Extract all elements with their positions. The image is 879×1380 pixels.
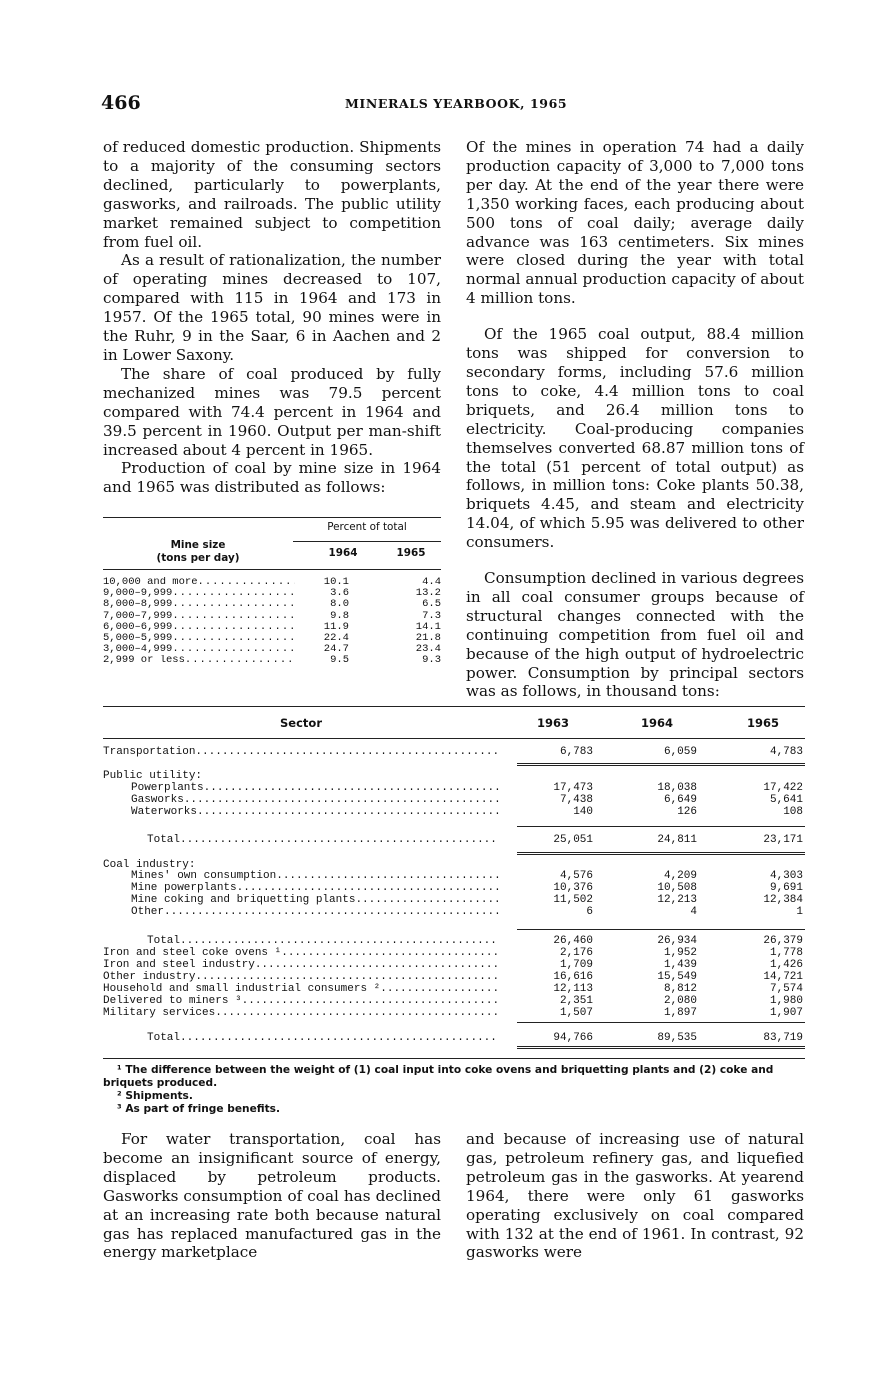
sector-label: Household and small industrial consumers ² ..... (103, 983, 499, 995)
value-1963: 26,460 (553, 935, 593, 947)
percent-1964: 11.9 (323, 620, 349, 633)
value-1964: 4 (690, 906, 697, 918)
footnote: ³ As part of fringe benefits. (117, 1103, 281, 1115)
stub-line: Mine size (170, 539, 226, 551)
value-1964: 15,549 (657, 971, 697, 983)
percent-1964: 9.8 (330, 609, 349, 622)
value-1964: 1,952 (663, 947, 697, 959)
left-column-bottom (103, 1130, 441, 1262)
percent-1965: 13.2 (415, 587, 441, 600)
mine-size-label: 10,000 and more ..... (103, 577, 295, 588)
paragraph: Of the mines in operation 74 had a daily production capacity of 3,000 to 7,000 tons per day. At the end of the year there were 1,350 working faces, each producing about 500 tons of coal daily; average daily advance was 163 centimeters. Six mines were closed during the year with total normal annual production capacity of about 4 million tons. (466, 138, 804, 308)
value-1963: 25,051 (553, 834, 593, 846)
table-row (103, 971, 805, 983)
paragraph: Production of coal by mine size in 1964 and 1965 was distributed as follows: (103, 459, 441, 497)
percent-1964: 10.1 (323, 576, 349, 588)
percent-1965: 14.1 (415, 620, 441, 633)
paragraph: For water transportation, coal has become an insignificant source of energy, displaced by petroleum products. Gasworks consumption of coal has declined at an increasing rate both because natural gas has replaced manufactured gas in the energy marketplace (103, 1130, 441, 1262)
sector-label: Delivered to miners ³ ..... (103, 995, 499, 1007)
value-1964: 6,649 (663, 794, 697, 806)
table-row (103, 599, 441, 610)
sector-label: Coal industry: (103, 859, 196, 871)
value-1963: 2,351 (559, 995, 593, 1007)
sector-label: Mines' own consumption ..... (103, 870, 499, 882)
value-1964: 126 (677, 806, 697, 818)
percent-1965: 4.4 (422, 576, 441, 588)
value-1964: 26,934 (657, 935, 697, 947)
table-row (103, 959, 805, 971)
sector-label: Mine powerplants ..... (103, 882, 499, 894)
value-1964: 18,038 (657, 782, 697, 794)
paragraph: As a result of rationalization, the number of operating mines decreased to 107, compared with 115 in 1964 and 173 in 1957. Of the 1965 total, 90 mines were in the Ruhr, 9 in the Saar, 6 in Aachen and 2 in Lower Saxony. (103, 251, 441, 364)
table-row (103, 746, 805, 758)
value-1964: 4,209 (663, 870, 697, 882)
value-1964: 6,059 (663, 746, 697, 758)
mine-size-header (103, 539, 293, 565)
sector-label: Mine coking and briquetting plants ..... (103, 894, 499, 906)
sector-label: Gasworks ..... (103, 794, 499, 806)
year-header: 1965 (746, 716, 779, 730)
mine-size-label: 6,000–6,999 ..... (103, 622, 295, 633)
value-1965: 4,303 (769, 870, 803, 882)
value-1963: 16,616 (553, 971, 593, 983)
value-1965: 7,574 (769, 983, 803, 995)
value-1964: 1,439 (663, 959, 697, 971)
value-1963: 1,709 (559, 959, 593, 971)
mine-size-label: 7,000–7,999 ..... (103, 611, 295, 622)
sector-label: Other ..... (103, 906, 499, 918)
table-row (103, 882, 805, 894)
paragraph: Of the 1965 coal output, 88.4 million tons was shipped for conversion to secondary forms, including 57.6 million tons to coke, 4.4 million tons to coal briquets, and 26.4 million tons to electricity. Coal-producing companies themselves converted 68.87 million tons of the total (51 percent of total output) as follows, in million tons: Coke plants 50.38, briquets 4.45, and steam and electricity 14.04, of which 5.95 was delivered to other consumers. (466, 325, 804, 552)
percent-1965: 23.4 (415, 643, 441, 656)
right-column-top (466, 138, 804, 701)
table-row (103, 655, 441, 666)
table-row (103, 794, 805, 806)
table-row (103, 611, 441, 622)
mine-size-label: 3,000–4,999 ..... (103, 644, 295, 655)
percent-1965: 6.5 (422, 598, 441, 611)
value-1965: 17,422 (763, 782, 803, 794)
running-head: MINERALS YEARBOOK, 1965 (345, 96, 568, 111)
value-1965: 23,171 (763, 834, 803, 846)
footnote: ¹ The difference between the weight of (1) coal input into coke ovens and briquetting plants and (2) coke and briquets produced. (103, 1064, 774, 1089)
table-row (103, 588, 441, 599)
percent-1964: 8.0 (330, 598, 349, 611)
paragraph: Consumption declined in various degrees in all coal consumer groups because of structural changes connected with the continuing competition from fuel oil and because of the high output of hydroelectric power. Consumption by principal sectors was as follows, in thousand tons: (466, 569, 804, 701)
table-row (103, 906, 805, 918)
value-1965: 1 (796, 906, 803, 918)
paragraph: The share of coal produced by fully mechanized mines was 79.5 percent compared with 74.4 percent in 1964 and 39.5 percent in 1960. Output per man-shift increased about 4 percent in 1965. (103, 364, 441, 459)
value-1964: 2,080 (663, 995, 697, 1007)
value-1965: 1,907 (769, 1007, 803, 1019)
table-row (103, 983, 805, 995)
percent-1964: 9.5 (330, 654, 349, 667)
percent-1964: 22.4 (323, 632, 349, 644)
sector-consumption-table (103, 706, 805, 1058)
table-row (103, 782, 805, 794)
value-1964: 8,812 (663, 983, 697, 995)
sector-label: Waterworks ..... (103, 806, 499, 818)
value-1964: 1,897 (663, 1007, 697, 1019)
value-1963: 140 (573, 806, 593, 818)
sector-label: Iron and steel industry ..... (103, 959, 499, 971)
table-row (103, 834, 805, 846)
value-1964: 12,213 (657, 894, 697, 906)
mine-size-label: 5,000–5,999 ..... (103, 633, 295, 644)
table-row (103, 577, 441, 588)
value-1965: 1,980 (769, 995, 803, 1007)
sector-header: Sector (280, 716, 322, 730)
mine-size-table (103, 517, 441, 677)
value-1963: 7,438 (559, 794, 593, 806)
value-1963: 17,473 (553, 782, 593, 794)
right-column-bottom (466, 1130, 804, 1262)
value-1963: 11,502 (553, 894, 593, 906)
value-1963: 1,507 (559, 1007, 593, 1019)
sector-label: Total ..... (103, 834, 499, 846)
percent-1964: 3.6 (330, 587, 349, 600)
year-header: 1965 (396, 547, 426, 559)
value-1963: 12,113 (553, 983, 593, 995)
table-row (103, 894, 805, 906)
sector-label: Iron and steel coke ovens ¹ ..... (103, 947, 499, 959)
sector-label: Total ..... (103, 1032, 499, 1044)
sector-label: Other industry ..... (103, 971, 499, 983)
percent-1965: 9.3 (422, 654, 441, 667)
percent-1965: 21.8 (415, 632, 441, 644)
value-1965: 9,691 (769, 882, 803, 894)
value-1965: 14,721 (763, 971, 803, 983)
paragraph: of reduced domestic production. Shipments to a majority of the consuming sectors declined, particularly to powerplants, gasworks, and railroads. The public utility market remained subject to competition from fuel oil. (103, 138, 441, 251)
value-1963: 6 (586, 906, 593, 918)
page-number: 466 (101, 92, 141, 114)
value-1965: 83,719 (763, 1032, 803, 1044)
value-1965: 1,426 (769, 959, 803, 971)
value-1965: 1,778 (769, 947, 803, 959)
percent-header: Percent of total (327, 521, 407, 533)
value-1963: 2,176 (559, 947, 593, 959)
value-1965: 26,379 (763, 935, 803, 947)
year-header: 1964 (328, 547, 358, 559)
value-1965: 12,384 (763, 894, 803, 906)
value-1963: 94,766 (553, 1032, 593, 1044)
left-column-top (103, 138, 441, 497)
table-row (103, 935, 805, 947)
sector-label: Public utility: (103, 770, 203, 782)
value-1965: 5,641 (769, 794, 803, 806)
percent-1964: 24.7 (323, 643, 349, 656)
table-row (103, 1007, 805, 1019)
footnotes (103, 1064, 805, 1116)
table-row (103, 995, 805, 1007)
value-1965: 108 (783, 806, 803, 818)
table-row (103, 633, 441, 644)
value-1964: 89,535 (657, 1032, 697, 1044)
table-row (103, 622, 441, 633)
year-header: 1963 (536, 716, 569, 730)
value-1964: 24,811 (657, 834, 697, 846)
mine-size-label: 9,000–9,999 ..... (103, 588, 295, 599)
table-row (103, 806, 805, 818)
mine-size-label: 2,999 or less ..... (103, 655, 295, 666)
value-1964: 10,508 (657, 882, 697, 894)
mine-size-label: 8,000–8,999 ..... (103, 599, 295, 610)
table-row (103, 870, 805, 882)
table-row (103, 770, 805, 782)
sector-label: Powerplants ..... (103, 782, 499, 794)
sector-label: Military services ..... (103, 1007, 499, 1019)
table-row (103, 947, 805, 959)
year-header: 1964 (640, 716, 673, 730)
value-1963: 6,783 (559, 746, 593, 758)
sector-label: Transportation ..... (103, 746, 499, 758)
table-row (103, 1032, 805, 1044)
percent-1965: 7.3 (422, 609, 441, 622)
table-row (103, 644, 441, 655)
value-1963: 4,576 (559, 870, 593, 882)
stub-line: (tons per day) (156, 552, 240, 564)
footnote: ² Shipments. (117, 1090, 193, 1102)
sector-label: Total ..... (103, 935, 499, 947)
value-1963: 10,376 (553, 882, 593, 894)
value-1965: 4,783 (769, 746, 803, 758)
paragraph: and because of increasing use of natural gas, petroleum refinery gas, and liquefied petroleum gas in the gasworks. At yearend 1964, there were only 61 gasworks operating exclusively on coal compared with 132 at the end of 1961. In contrast, 92 gasworks were (466, 1130, 804, 1262)
